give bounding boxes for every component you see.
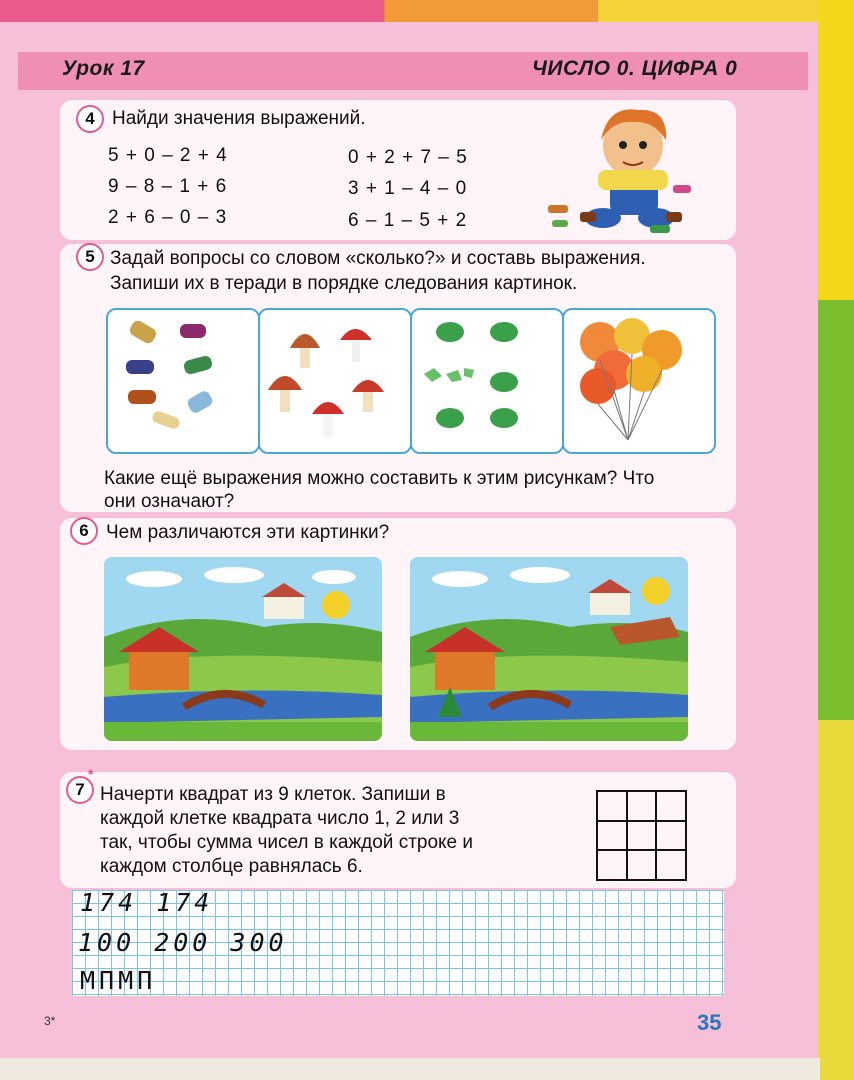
task7-line2: каждой клетке квадрата число 1, 2 или 3 [100, 808, 460, 829]
task7-number: 7 [66, 776, 94, 804]
task5-question-line2: они означают? [104, 491, 235, 512]
task5-number: 5 [76, 243, 104, 271]
page-number: 35 [697, 1010, 722, 1035]
topic-title: ЧИСЛО 0. ЦИФРА 0 [532, 57, 738, 80]
task7-line3: так, чтобы сумма чисел в каждой строке и [100, 832, 474, 853]
boy-eating-candy-illustration [538, 100, 708, 240]
page-bottom-margin [0, 1058, 820, 1080]
book-edge-yellow [818, 0, 854, 300]
task5-line1: Задай вопросы со словом «сколько?» и составь выражения. [110, 248, 646, 269]
landscape-picture-left [104, 557, 382, 741]
task5-question-line1: Какие ещё выражения можно составить к этим рисункам? Что [104, 468, 655, 489]
task4-expr-right-3: 6 – 1 – 5 + 2 [348, 210, 468, 231]
task5-line2: Запиши их в теради в порядке следования картинок. [110, 273, 578, 294]
cups-picture [410, 308, 564, 454]
task7-line4: каждом столбце равнялась 6. [100, 856, 363, 877]
handwriting-pattern: МПМП [80, 966, 157, 995]
task4-expr-left-3: 2 + 6 – 0 – 3 [108, 207, 228, 228]
handwriting-row2: 100 200 300 [78, 928, 288, 957]
landscape-picture-right [410, 557, 688, 741]
task6-title: Чем различаются эти картинки? [106, 522, 390, 543]
top-color-band [0, 0, 854, 22]
task4-expr-left-1: 5 + 0 – 2 + 4 [108, 145, 228, 166]
handwriting-row1: 174 174 [80, 888, 214, 917]
square-3x3-grid [596, 790, 688, 882]
print-signature: 3* [44, 1014, 56, 1028]
mushrooms-picture [258, 308, 412, 454]
lesson-label: Урок 17 [62, 57, 145, 80]
candies-picture [106, 308, 260, 454]
task4-expr-left-2: 9 – 8 – 1 + 6 [108, 176, 228, 197]
task7-line1: Начерти квадрат из 9 клеток. Запиши в [100, 784, 446, 805]
task7-star: * [88, 766, 94, 782]
task4-number: 4 [76, 105, 104, 133]
task6-number: 6 [70, 517, 98, 545]
task4-title: Найди значения выражений. [112, 108, 366, 129]
task4-expr-right-2: 3 + 1 – 4 – 0 [348, 178, 468, 199]
book-edge-yellow-bottom [818, 720, 854, 1080]
book-edge-green [818, 300, 854, 720]
task4-expr-right-1: 0 + 2 + 7 – 5 [348, 147, 468, 168]
balloons-picture [562, 308, 716, 454]
